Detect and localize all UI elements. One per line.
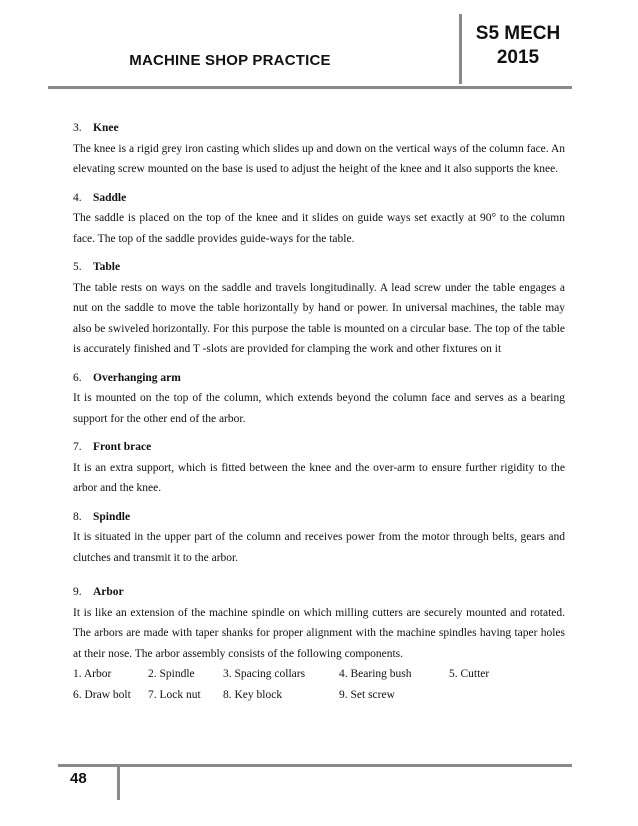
section-number: 4. (73, 191, 82, 204)
component-item: 3. Spacing collars (223, 668, 306, 680)
section-text: It is mounted on the top of the column, which extends beyond the column face and serves as a bearing support for the other end of the arbor. (73, 392, 565, 425)
header-course-code (464, 22, 572, 70)
section-title: Knee (93, 122, 119, 134)
section-title: Front brace (93, 441, 152, 453)
section-heading (73, 437, 565, 458)
footer-divider-horizontal (58, 764, 572, 767)
component-list-row (73, 685, 565, 706)
component-item: 7. Lock nut (148, 688, 201, 701)
section-text: The knee is a rigid grey iron casting which slides up and down on the vertical ways of the column face. An elevating screw mounted on the base is used to adjust the height of the knee and it also supports the knee. (73, 142, 565, 175)
section-arbor (73, 582, 565, 705)
header-divider-vertical (459, 14, 462, 84)
component-item: 9. Set screw (339, 688, 395, 701)
section-number: 9. (73, 586, 82, 598)
section-title: Spindle (93, 510, 131, 523)
section-title: Saddle (93, 191, 127, 204)
component-item: 2. Spindle (148, 668, 195, 680)
section-number: 7. (73, 441, 82, 453)
section-front-brace (73, 437, 565, 499)
component-list-row (73, 664, 565, 685)
page-number: 48 (70, 770, 87, 787)
header-title: MACHINE SHOP PRACTICE (129, 52, 331, 69)
section-spindle (73, 507, 565, 569)
section-heading (73, 368, 565, 389)
section-heading (73, 582, 565, 603)
section-number: 6. (73, 371, 82, 384)
page-content (73, 118, 565, 713)
section-text: The saddle is placed on the top of the knee and it slides on guide ways set exactly at 90° to the column face. The top of the saddle provides guide-ways for the table. (73, 212, 565, 245)
header-course-code-line2: 2015 (496, 47, 540, 68)
component-item: 6. Draw bolt (73, 688, 131, 701)
section-title: Table (93, 261, 121, 273)
header-course-code-line1: S5 MECH (475, 23, 561, 44)
component-item: 4. Bearing bush (339, 668, 412, 680)
section-heading (73, 118, 565, 139)
section-text: The table rests on ways on the saddle and travels longitudinally. A lead screw under the table engages a nut on the saddle to move the table horizontally by hand or power. In universal machines, the table may also be swiveled horizontally. For this purpose the table is mounted on a circular base. The top of the table is accurately finished and T -slots are provided for clamping the work and other fixtures on it (73, 281, 565, 355)
section-heading (73, 507, 565, 528)
header-divider-horizontal (48, 86, 572, 89)
section-text: It is an extra support, which is fitted between the knee and the over-arm to ensure further rigidity to the arbor and the knee. (73, 461, 565, 494)
component-item: 8. Key block (223, 688, 283, 701)
section-title: Arbor (93, 586, 124, 598)
component-item: 5. Cutter (449, 668, 490, 680)
section-number: 3. (73, 122, 82, 134)
section-text: It is situated in the upper part of the column and receives power from the motor through belts, gears and clutches and transmit it to the arbor. (73, 531, 565, 564)
section-number: 8. (73, 510, 82, 523)
section-overhanging-arm (73, 368, 565, 430)
section-heading (73, 257, 565, 278)
section-number: 5. (73, 261, 82, 273)
section-heading (73, 188, 565, 209)
section-title: Overhanging arm (93, 371, 181, 384)
section-text: It is like an extension of the machine spindle on which milling cutters are securely mounted and rotated. The arbors are made with taper shanks for proper alignment with the machine spindles having taper holes at their nose. The arbor assembly consists of the following components. (73, 606, 565, 660)
section-saddle (73, 188, 565, 250)
section-table (73, 257, 565, 360)
footer-divider-vertical (117, 764, 120, 800)
section-knee (73, 118, 565, 180)
component-item: 1. Arbor (73, 668, 112, 680)
